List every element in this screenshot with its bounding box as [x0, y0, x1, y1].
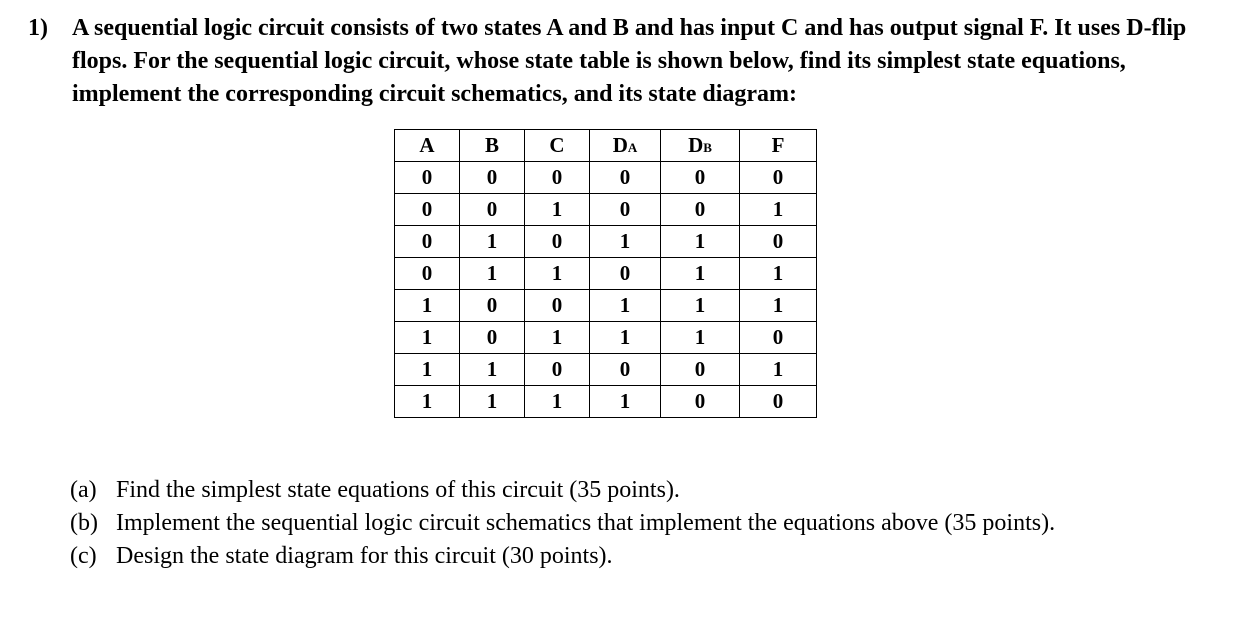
table-row — [395, 290, 817, 322]
part-a — [70, 474, 1055, 507]
table-row — [395, 354, 817, 386]
header-f: F — [740, 130, 817, 162]
cell-c: 0 — [525, 354, 590, 386]
table-row — [395, 162, 817, 194]
cell-b: 1 — [460, 258, 525, 290]
table-row — [395, 258, 817, 290]
cell-db: 0 — [661, 354, 740, 386]
cell-c: 0 — [525, 162, 590, 194]
part-c-text: Design the state diagram for this circuit (30 points). — [116, 543, 613, 569]
cell-f: 1 — [740, 258, 817, 290]
cell-b: 0 — [460, 322, 525, 354]
cell-c: 1 — [525, 258, 590, 290]
cell-db: 0 — [661, 386, 740, 418]
cell-da: 0 — [590, 194, 661, 226]
cell-a: 0 — [395, 258, 460, 290]
part-c — [70, 540, 1055, 573]
header-a: A — [395, 130, 460, 162]
cell-a: 1 — [395, 386, 460, 418]
cell-c: 0 — [525, 226, 590, 258]
cell-b: 0 — [460, 162, 525, 194]
cell-f: 0 — [740, 226, 817, 258]
cell-f: 0 — [740, 162, 817, 194]
part-a-text: Find the simplest state equations of this circuit (35 points). — [116, 477, 680, 503]
table-row — [395, 194, 817, 226]
cell-a: 0 — [395, 226, 460, 258]
table-row — [395, 322, 817, 354]
cell-da: 1 — [590, 386, 661, 418]
cell-da: 1 — [590, 226, 661, 258]
header-b: B — [460, 130, 525, 162]
question — [28, 12, 1208, 111]
cell-da: 0 — [590, 258, 661, 290]
cell-c: 1 — [525, 386, 590, 418]
question-text: A sequential logic circuit consists of two states A and B and has input C and has output signal F. It uses D-flip flops. For the sequential logic circuit, whose state table is shown below, find its simplest state equations, implement the corresponding circuit schematics, and its state diagram: — [72, 15, 1187, 107]
table-header-row — [395, 130, 817, 162]
part-b-text: Implement the sequential logic circuit schematics that implement the equations above (35 points). — [116, 510, 1056, 536]
cell-a: 0 — [395, 194, 460, 226]
cell-da: 0 — [590, 354, 661, 386]
part-a-label: (a) — [70, 477, 97, 503]
header-da: DA — [590, 130, 661, 162]
cell-f: 1 — [740, 290, 817, 322]
part-c-label: (c) — [70, 543, 97, 569]
cell-da: 0 — [590, 162, 661, 194]
cell-f: 0 — [740, 386, 817, 418]
cell-b: 0 — [460, 290, 525, 322]
cell-f: 1 — [740, 194, 817, 226]
part-b-label: (b) — [70, 510, 98, 536]
cell-a: 1 — [395, 290, 460, 322]
cell-db: 1 — [661, 258, 740, 290]
cell-b: 0 — [460, 194, 525, 226]
table-body — [395, 162, 817, 418]
cell-b: 1 — [460, 226, 525, 258]
table-row — [395, 386, 817, 418]
header-c: C — [525, 130, 590, 162]
cell-c: 1 — [525, 322, 590, 354]
cell-db: 1 — [661, 226, 740, 258]
cell-c: 1 — [525, 194, 590, 226]
cell-b: 1 — [460, 386, 525, 418]
cell-b: 1 — [460, 354, 525, 386]
header-db: DB — [661, 130, 740, 162]
cell-f: 0 — [740, 322, 817, 354]
part-b — [70, 507, 1055, 540]
cell-f: 1 — [740, 354, 817, 386]
state-table — [394, 129, 817, 418]
cell-c: 0 — [525, 290, 590, 322]
cell-db: 0 — [661, 194, 740, 226]
sub-questions — [70, 474, 1055, 573]
cell-a: 1 — [395, 322, 460, 354]
cell-da: 1 — [590, 322, 661, 354]
cell-da: 1 — [590, 290, 661, 322]
cell-a: 0 — [395, 162, 460, 194]
cell-a: 1 — [395, 354, 460, 386]
question-number: 1) — [28, 15, 48, 41]
table-row — [395, 226, 817, 258]
cell-db: 1 — [661, 322, 740, 354]
cell-db: 0 — [661, 162, 740, 194]
cell-db: 1 — [661, 290, 740, 322]
